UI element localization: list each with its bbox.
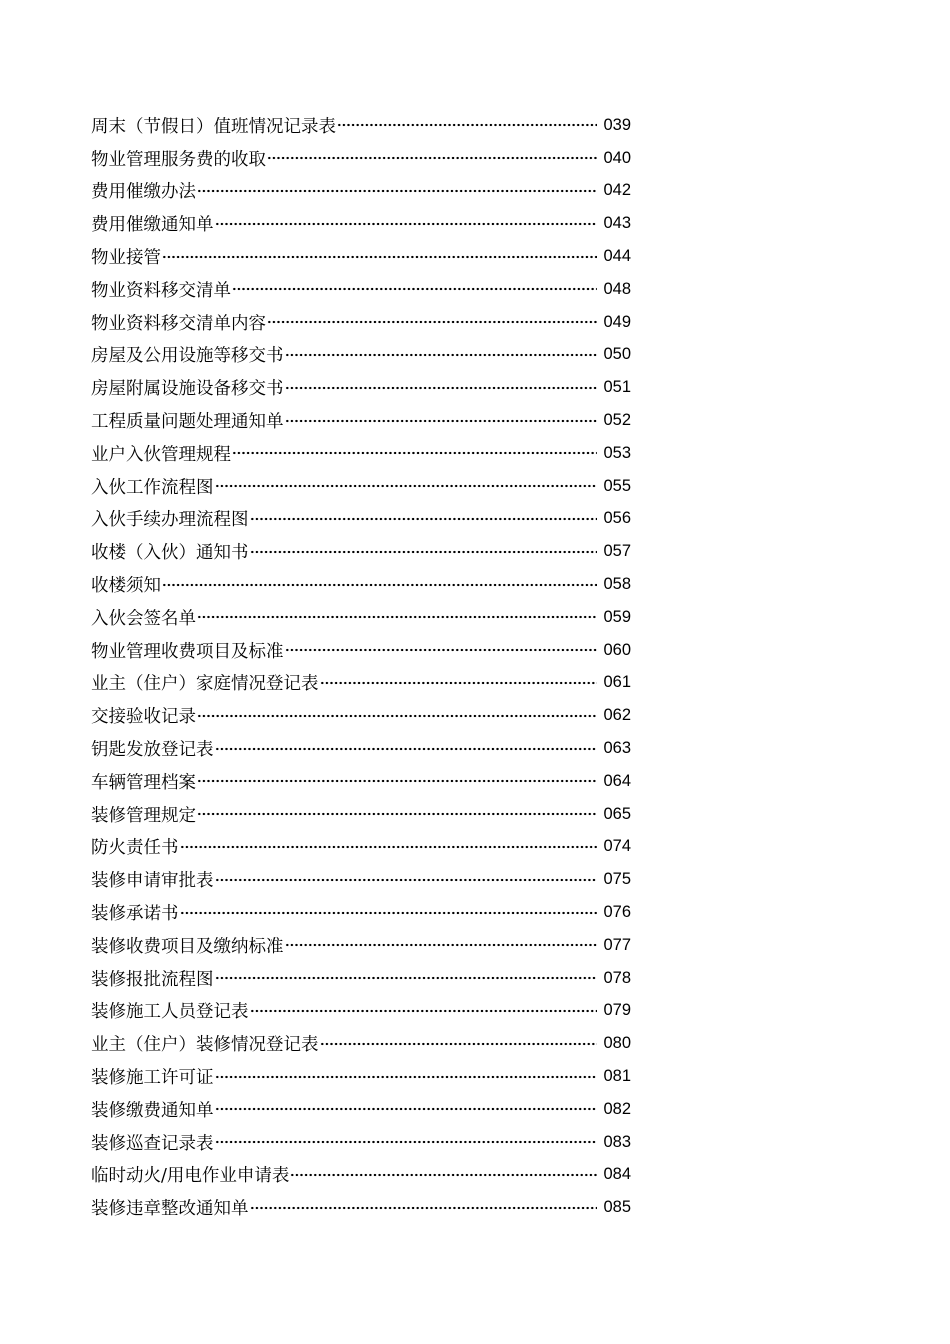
toc-entry-page-number: 059 bbox=[603, 607, 631, 626]
toc-dot-leader bbox=[285, 379, 598, 397]
toc-dot-leader bbox=[197, 805, 597, 823]
toc-entry-page-number: 080 bbox=[603, 1034, 631, 1053]
toc-entry[interactable] bbox=[91, 371, 631, 404]
toc-dot-leader bbox=[290, 1166, 597, 1184]
toc-entry-page-number: 075 bbox=[603, 870, 631, 889]
toc-entry-title: 装修申请审批表 bbox=[91, 871, 214, 892]
toc-entry-title: 业主（住户）装修情况登记表 bbox=[91, 1035, 319, 1056]
toc-dot-leader bbox=[215, 871, 598, 889]
toc-dot-leader bbox=[215, 1100, 598, 1118]
toc-entry-page-number: 082 bbox=[603, 1099, 631, 1118]
toc-dot-leader bbox=[162, 248, 597, 266]
toc-entry[interactable] bbox=[91, 1126, 631, 1159]
toc-entry[interactable] bbox=[91, 240, 631, 273]
toc-entry[interactable] bbox=[91, 207, 631, 240]
toc-entry-title: 车辆管理档案 bbox=[91, 772, 196, 793]
toc-dot-leader bbox=[250, 510, 598, 528]
toc-entry-page-number: 043 bbox=[603, 214, 631, 233]
toc-entry-page-number: 053 bbox=[603, 443, 631, 462]
toc-entry-title: 装修施工许可证 bbox=[91, 1068, 214, 1088]
toc-dot-leader bbox=[337, 116, 597, 134]
toc-entry-page-number: 048 bbox=[603, 279, 631, 298]
toc-entry[interactable] bbox=[91, 863, 631, 896]
toc-dot-leader bbox=[197, 772, 597, 790]
toc-entry-page-number: 084 bbox=[603, 1165, 631, 1184]
toc-entry-page-number: 079 bbox=[603, 1001, 631, 1020]
toc-entry-title: 入伙工作流程图 bbox=[91, 477, 214, 498]
toc-entry-title: 物业接管 bbox=[91, 248, 161, 269]
toc-entry-title: 装修违章整改通知单 bbox=[91, 1199, 249, 1220]
toc-entry[interactable] bbox=[91, 798, 631, 831]
toc-entry[interactable] bbox=[91, 634, 631, 667]
toc-entry[interactable] bbox=[91, 404, 631, 437]
toc-entry-title: 装修收费项目及缴纳标准 bbox=[91, 936, 284, 957]
toc-entry-title: 周末（节假日）值班情况记录表 bbox=[91, 116, 336, 137]
toc-dot-leader bbox=[232, 280, 597, 298]
toc-dot-leader bbox=[162, 576, 597, 594]
toc-entry-title: 工程质量问题处理通知单 bbox=[91, 412, 284, 433]
toc-dot-leader bbox=[215, 1133, 598, 1151]
toc-dot-leader bbox=[320, 674, 598, 692]
toc-entry-title: 物业资料移交清单内容 bbox=[91, 313, 266, 334]
toc-entry-page-number: 064 bbox=[603, 771, 631, 790]
toc-entry-title: 装修巡查记录表 bbox=[91, 1133, 214, 1154]
toc-dot-leader bbox=[215, 969, 598, 987]
toc-dot-leader bbox=[320, 1035, 598, 1053]
toc-entry-title: 业主（住户）家庭情况登记表 bbox=[91, 674, 319, 695]
toc-entry[interactable] bbox=[91, 831, 631, 864]
toc-entry-title: 防火责任书 bbox=[91, 838, 179, 859]
toc-entry-page-number: 078 bbox=[603, 968, 631, 987]
toc-entry[interactable] bbox=[91, 437, 631, 470]
toc-entry[interactable] bbox=[91, 568, 631, 601]
toc-dot-leader bbox=[285, 936, 598, 954]
toc-entry[interactable] bbox=[91, 1060, 631, 1093]
toc-entry-page-number: 050 bbox=[603, 345, 631, 364]
toc-dot-leader bbox=[285, 412, 598, 430]
toc-entry[interactable] bbox=[91, 995, 631, 1028]
toc-dot-leader bbox=[215, 477, 598, 495]
toc-dot-leader bbox=[197, 707, 597, 725]
toc-entry-page-number: 077 bbox=[603, 935, 631, 954]
toc-entry-title: 装修管理规定 bbox=[91, 805, 196, 826]
toc-entry-page-number: 049 bbox=[603, 312, 631, 331]
toc-entry-title: 业户入伙管理规程 bbox=[91, 444, 231, 465]
toc-entry-page-number: 042 bbox=[603, 181, 631, 200]
toc-entry-title: 入伙手续办理流程图 bbox=[91, 510, 249, 531]
toc-entry-title: 装修缴费通知单 bbox=[91, 1100, 214, 1121]
toc-entry[interactable] bbox=[91, 535, 631, 568]
toc-entry-page-number: 055 bbox=[603, 476, 631, 495]
toc-entry[interactable] bbox=[91, 1093, 631, 1126]
toc-entry-title: 物业管理收费项目及标准 bbox=[91, 641, 284, 662]
toc-entry-title: 物业资料移交清单 bbox=[91, 280, 231, 301]
toc-entry-page-number: 081 bbox=[603, 1067, 631, 1085]
toc-entry-page-number: 076 bbox=[603, 903, 631, 922]
table-of-contents bbox=[91, 109, 631, 1224]
toc-dot-leader bbox=[285, 641, 598, 659]
toc-entry-title: 装修承诺书 bbox=[91, 904, 179, 925]
toc-entry-page-number: 085 bbox=[603, 1198, 631, 1217]
toc-dot-leader bbox=[180, 838, 598, 856]
toc-entry-page-number: 061 bbox=[603, 673, 631, 692]
toc-entry[interactable] bbox=[91, 732, 631, 765]
toc-entry[interactable] bbox=[91, 273, 631, 306]
toc-entry-page-number: 057 bbox=[603, 542, 631, 561]
toc-entry[interactable] bbox=[91, 175, 631, 208]
toc-entry[interactable] bbox=[91, 109, 631, 142]
toc-entry-title: 钥匙发放登记表 bbox=[91, 740, 214, 761]
toc-entry[interactable] bbox=[91, 896, 631, 929]
toc-entry-title: 房屋及公用设施等移交书 bbox=[91, 346, 284, 367]
toc-entry[interactable] bbox=[91, 503, 631, 536]
toc-entry-page-number: 062 bbox=[603, 706, 631, 725]
toc-dot-leader bbox=[250, 1002, 598, 1020]
toc-entry-page-number: 056 bbox=[603, 509, 631, 528]
toc-entry[interactable] bbox=[91, 142, 631, 175]
toc-entry[interactable] bbox=[91, 339, 631, 372]
toc-dot-leader bbox=[285, 346, 598, 364]
toc-entry[interactable] bbox=[91, 667, 631, 700]
toc-dot-leader bbox=[197, 608, 597, 626]
toc-entry-title: 临时动火/用电作业申请表 bbox=[91, 1166, 290, 1187]
toc-dot-leader bbox=[197, 182, 597, 200]
toc-entry[interactable] bbox=[91, 601, 631, 634]
toc-entry-page-number: 065 bbox=[603, 804, 631, 823]
toc-entry-title: 装修报批流程图 bbox=[91, 969, 214, 990]
toc-entry-page-number: 040 bbox=[603, 148, 631, 167]
toc-entry-title: 收楼须知 bbox=[91, 576, 161, 597]
toc-dot-leader bbox=[180, 904, 598, 922]
toc-entry-title: 收楼（入伙）通知书 bbox=[91, 543, 249, 564]
toc-entry-page-number: 063 bbox=[603, 739, 631, 758]
toc-entry-page-number: 060 bbox=[603, 640, 631, 659]
toc-entry[interactable] bbox=[91, 1159, 631, 1192]
toc-dot-leader bbox=[250, 543, 598, 561]
toc-entry-page-number: 039 bbox=[603, 115, 631, 134]
toc-dot-leader bbox=[215, 215, 598, 233]
toc-entry-page-number: 083 bbox=[603, 1132, 631, 1151]
toc-entry[interactable] bbox=[91, 765, 631, 798]
toc-entry[interactable] bbox=[91, 470, 631, 503]
toc-entry-title: 入伙会签名单 bbox=[91, 608, 196, 629]
toc-entry[interactable] bbox=[91, 699, 631, 732]
toc-entry[interactable] bbox=[91, 1027, 631, 1060]
toc-dot-leader bbox=[267, 149, 597, 167]
toc-dot-leader bbox=[232, 444, 597, 462]
toc-entry-title: 交接验收记录 bbox=[91, 707, 196, 728]
toc-entry-title: 装修施工人员登记表 bbox=[91, 1002, 249, 1023]
toc-dot-leader bbox=[267, 313, 597, 331]
toc-entry-page-number: 058 bbox=[603, 575, 631, 594]
toc-entry-title: 费用催缴办法 bbox=[91, 182, 196, 203]
toc-entry[interactable] bbox=[91, 929, 631, 962]
toc-dot-leader bbox=[215, 1068, 598, 1086]
toc-entry-title: 物业管理服务费的收取 bbox=[91, 149, 266, 170]
toc-entry[interactable] bbox=[91, 1191, 631, 1224]
toc-dot-leader bbox=[215, 740, 598, 758]
toc-entry-title: 房屋附属设施设备移交书 bbox=[91, 379, 284, 400]
toc-entry[interactable] bbox=[91, 962, 631, 995]
toc-entry-page-number: 074 bbox=[603, 837, 631, 856]
toc-dot-leader bbox=[250, 1199, 598, 1217]
toc-entry-page-number: 052 bbox=[603, 411, 631, 430]
toc-entry-page-number: 044 bbox=[603, 247, 631, 266]
toc-entry-page-number: 051 bbox=[603, 378, 631, 397]
toc-entry[interactable] bbox=[91, 306, 631, 339]
toc-entry-title: 费用催缴通知单 bbox=[91, 215, 214, 236]
